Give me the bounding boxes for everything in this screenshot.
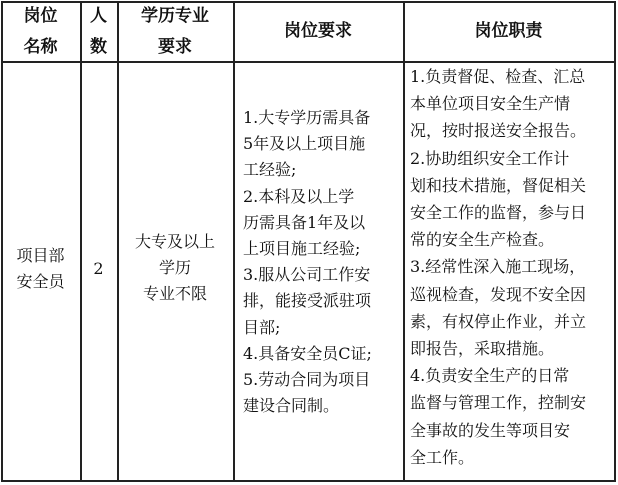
col-divider-3 bbox=[233, 1, 235, 482]
table-border-bottom bbox=[1, 480, 615, 482]
col-divider-4 bbox=[403, 1, 405, 482]
cell-headcount: 2 bbox=[93, 259, 104, 278]
duty-line: 常的安全生产检查。 bbox=[410, 230, 555, 250]
requirement-line: 工经验; bbox=[243, 160, 297, 180]
requirement-line: 4.具备安全员C证; bbox=[243, 343, 372, 363]
cell-duties bbox=[410, 63, 586, 471]
duty-line: 4.负责安全生产的日常 bbox=[410, 366, 570, 386]
duty-line: 素，有权停止作业，并立 bbox=[410, 311, 587, 331]
duty-line: 安全工作的监督，参与日 bbox=[410, 203, 587, 223]
duty-line: 况，按时报送安全报告。 bbox=[410, 121, 587, 141]
header-requirements: 岗位要求 bbox=[284, 21, 352, 41]
duty-line: 划和技术措施，督促相关 bbox=[410, 175, 587, 195]
table-border-left bbox=[1, 1, 3, 482]
duty-line: 本单位项目安全生产情 bbox=[410, 94, 571, 114]
duty-line: 3.经常性深入施工现场， bbox=[410, 257, 586, 277]
requirement-line: 5.劳动合同为项目 bbox=[243, 370, 371, 390]
duty-line: 巡视检查，发现不安全因 bbox=[410, 284, 587, 304]
requirement-line: 目部; bbox=[243, 317, 281, 337]
duty-line: 监督与管理工作，控制安 bbox=[410, 393, 587, 413]
requirement-line: 2.本科及以上学 bbox=[243, 186, 355, 206]
job-table bbox=[1, 1, 615, 482]
requirement-line: 3.服从公司工作安 bbox=[243, 265, 371, 285]
requirement-line: 排，能接受派驻项 bbox=[243, 291, 372, 311]
requirement-line: 5年及以上项目施 bbox=[243, 134, 366, 154]
cell-requirements bbox=[243, 105, 372, 419]
requirement-line: 上项目施工经验; bbox=[243, 239, 361, 259]
cell-education: 大专及以上 学历 专业不限 bbox=[134, 232, 215, 303]
col-divider-1 bbox=[80, 1, 82, 482]
requirement-line: 1.大专学历需具备 bbox=[243, 108, 371, 127]
cell-position-name: 项目部 安全员 bbox=[16, 246, 65, 291]
requirement-line: 历需具备1年及以 bbox=[243, 212, 366, 232]
duty-line: 全工作。 bbox=[410, 447, 475, 467]
header-headcount: 人 数 bbox=[90, 6, 107, 57]
duty-line: 全事故的发生等项目安 bbox=[410, 420, 571, 440]
duty-line: 1.负责督促、检查、汇总 bbox=[410, 67, 586, 86]
requirement-line: 建设合同制。 bbox=[243, 396, 340, 416]
duty-line: 2.协助组织安全工作计 bbox=[410, 148, 570, 168]
table-border-right bbox=[614, 1, 616, 482]
header-position-name: 岗位 名称 bbox=[23, 6, 58, 57]
header-duties: 岗位职责 bbox=[474, 21, 543, 41]
duty-line: 即报告，采取措施。 bbox=[410, 339, 555, 359]
header-education: 学历专业 要求 bbox=[141, 6, 209, 57]
